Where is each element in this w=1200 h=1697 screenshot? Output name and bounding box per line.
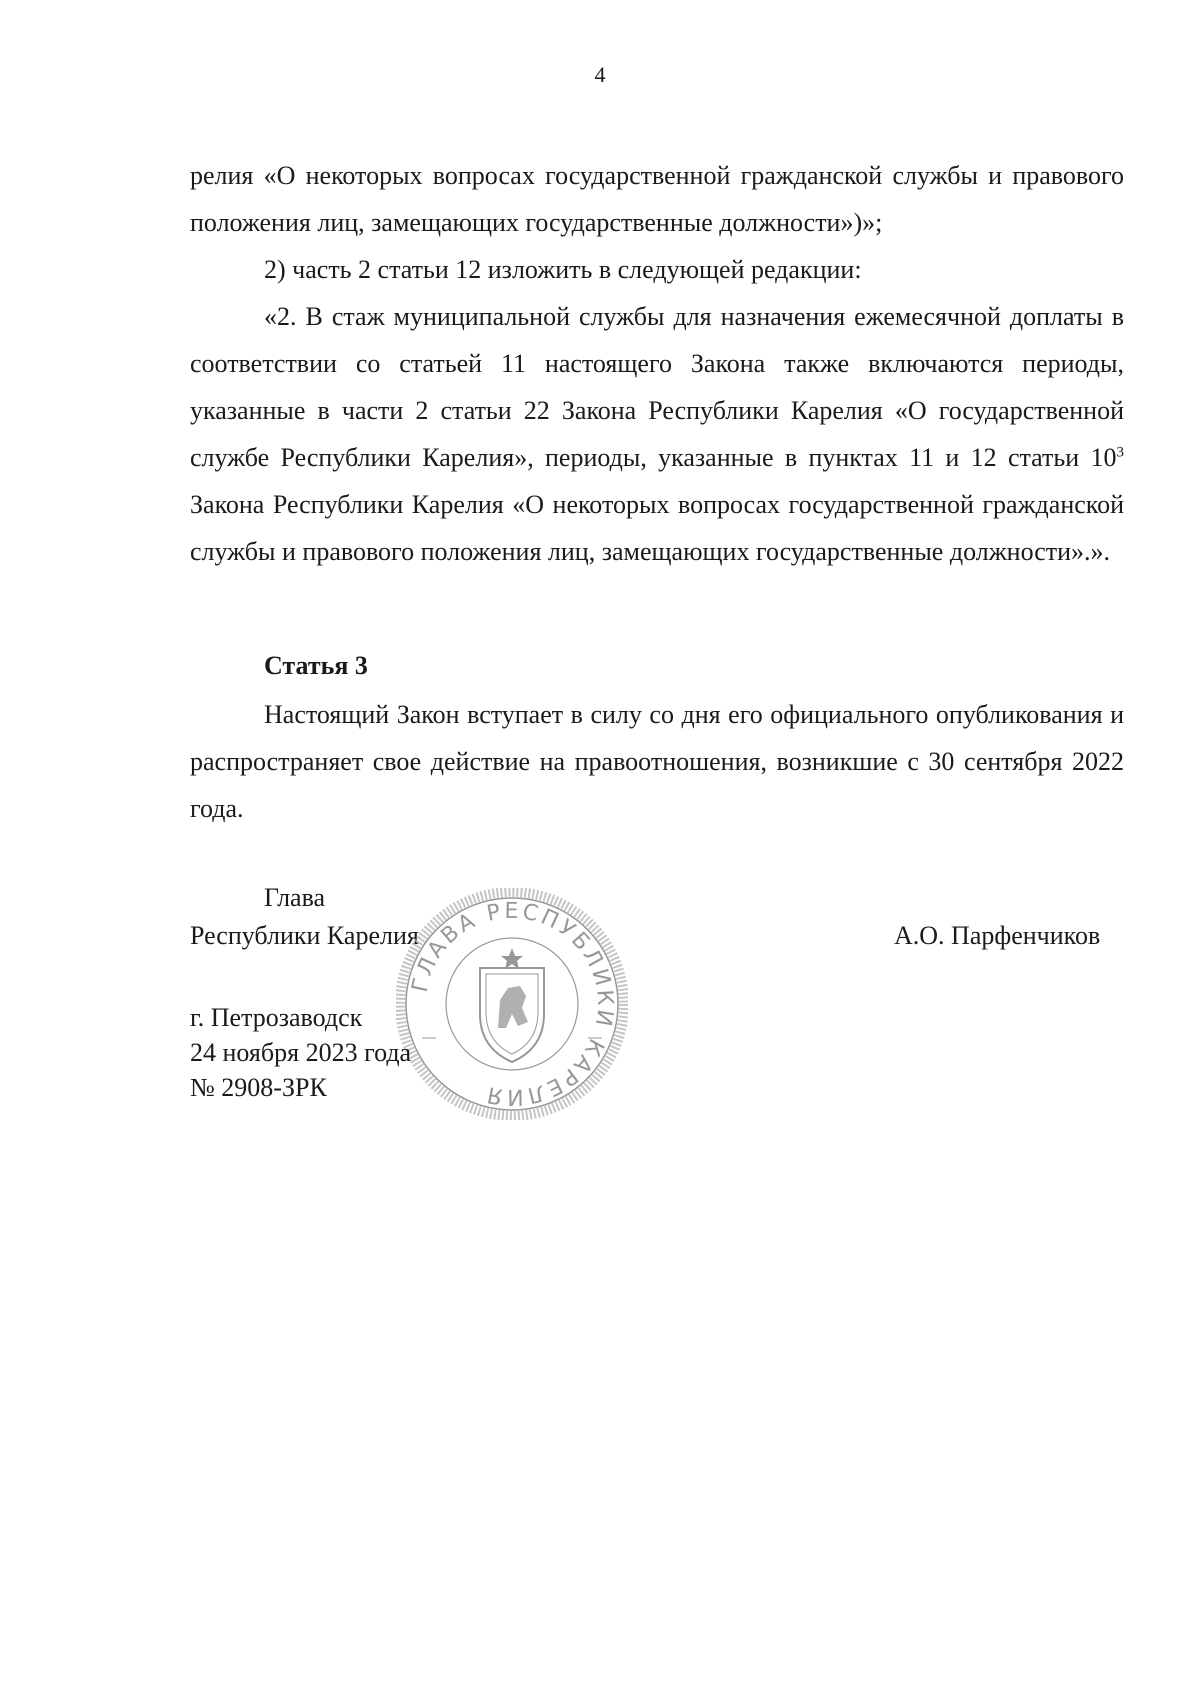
signature-title-line2: Республики Карелия	[190, 921, 419, 950]
signature-title-line1: Глава	[264, 883, 326, 912]
seal-inner-text: ГЛАВА РЕСПУБЛИКИ КАРЕЛИЯ	[407, 898, 618, 1110]
article-3	[190, 642, 1124, 832]
paragraph-new-part-2-text-b: Закона Республики Карелия «О некоторых вопросах государственной гражданской службы и правового положения лиц, замещающих государственные должности».».	[190, 490, 1124, 566]
paragraph-continuation: релия «О некоторых вопросах государственной гражданской службы и правового положения лиц, замещающих государственные должности»)»;	[190, 161, 1124, 237]
paragraph-new-part-2	[190, 293, 1124, 575]
signatory-name: А.О. Парфенчиков	[894, 921, 1101, 950]
official-seal-stamp	[396, 888, 628, 1120]
footer-city: г. Петрозаводск	[190, 1003, 363, 1032]
paragraph-new-part-2-text-a: «2. В стаж муниципальной службы для назначения ежемесячной доплаты в соответствии со статьей 11 настоящего Закона также включаются периоды, указанные в части 2 статьи 22 Закона Республики Карелия «О государственной службе Республики Карелия», периоды, указанные в пунктах 11 и 12 статьи 10	[190, 302, 1124, 472]
article-3-text: Настоящий Закон вступает в силу со дня его официального опубликования и распространяет свое действие на правоотношения, возникшие с 30 сентября 2022 года.	[190, 700, 1124, 823]
page-number: 4	[594, 62, 606, 87]
paragraph-item-2: 2) часть 2 статьи 12 изложить в следующей редакции:	[264, 255, 862, 284]
footer-law-number: № 2908-ЗРК	[190, 1073, 327, 1102]
section-amendments	[190, 152, 1124, 575]
footer-date: 24 ноября 2023 года	[190, 1038, 412, 1067]
coat-of-arms-icon	[480, 948, 544, 1062]
superscript-3: 3	[1116, 444, 1124, 461]
article-3-heading: Статья 3	[264, 651, 368, 680]
